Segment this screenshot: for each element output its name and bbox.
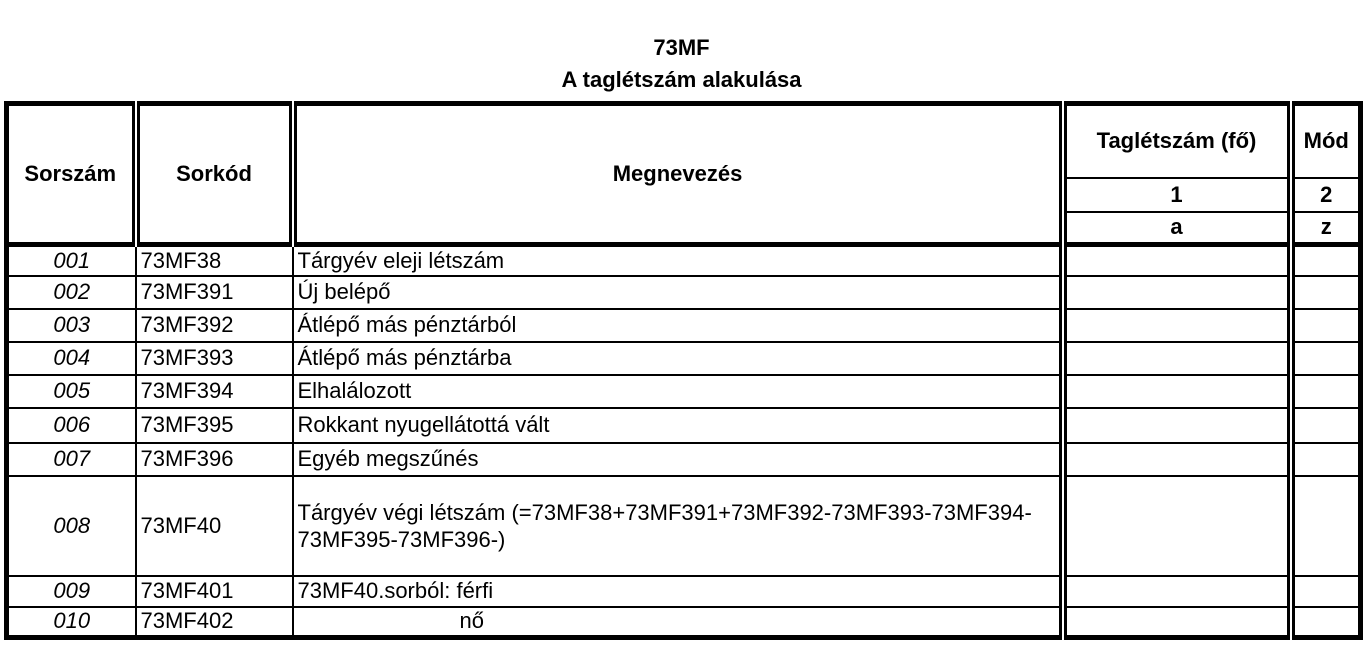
row-sorkod: 73MF394: [136, 375, 293, 408]
row-sorkod: 73MF40: [136, 476, 293, 576]
row-sorkod: 73MF402: [136, 607, 293, 638]
table-row: [7, 476, 1361, 576]
row-sorkod: 73MF401: [136, 576, 293, 607]
mod-input[interactable]: [1291, 443, 1361, 476]
row-sorkod: 73MF38: [136, 245, 293, 276]
row-megnevezes: Egyéb megszűnés: [293, 443, 1063, 476]
table-row: [7, 375, 1361, 408]
tagletszam-input[interactable]: [1063, 375, 1291, 408]
header-tagletszam-letter: a: [1063, 212, 1291, 245]
row-sorkod: 73MF392: [136, 309, 293, 342]
row-sorszam: 002: [7, 276, 136, 309]
row-sorszam: 001: [7, 245, 136, 276]
header-sorszam: Sorszám: [7, 104, 136, 245]
page-title: A taglétszám alakulása: [561, 67, 802, 92]
tagletszam-input[interactable]: [1063, 245, 1291, 276]
mod-input[interactable]: [1291, 408, 1361, 443]
row-sorszam: 009: [7, 576, 136, 607]
tagletszam-input[interactable]: [1063, 342, 1291, 375]
mod-input[interactable]: [1291, 476, 1361, 576]
row-sorkod: 73MF393: [136, 342, 293, 375]
table-row: [7, 443, 1361, 476]
form-code: 73MF: [653, 35, 710, 60]
header-mod: Mód: [1291, 104, 1361, 178]
tagletszam-input[interactable]: [1063, 276, 1291, 309]
tagletszam-input[interactable]: [1063, 476, 1291, 576]
row-sorszam: 008: [7, 476, 136, 576]
table-row: [7, 576, 1361, 607]
header-mod-letter: z: [1291, 212, 1361, 245]
tagletszam-input[interactable]: [1063, 607, 1291, 638]
header-sorkod: Sorkód: [136, 104, 293, 245]
row-megnevezes: Rokkant nyugellátottá vált: [293, 408, 1063, 443]
row-megnevezes: Tárgyév végi létszám (=73MF38+73MF391+73MF392-73MF393-73MF394-73MF395-73MF396-): [293, 476, 1063, 576]
header-tagletszam-num: 1: [1063, 178, 1291, 212]
row-sorszam: 010: [7, 607, 136, 638]
table-row: [7, 309, 1361, 342]
tagletszam-input[interactable]: [1063, 443, 1291, 476]
header-tagletszam: Taglétszám (fő): [1063, 104, 1291, 178]
row-sorszam: 007: [7, 443, 136, 476]
row-megnevezes: Tárgyév eleji létszám: [293, 245, 1063, 276]
row-sorszam: 006: [7, 408, 136, 443]
row-sorszam: 003: [7, 309, 136, 342]
membership-table: [4, 101, 1363, 640]
row-sorkod: 73MF396: [136, 443, 293, 476]
mod-input[interactable]: [1291, 309, 1361, 342]
mod-input[interactable]: [1291, 276, 1361, 309]
row-megnevezes: Elhalálozott: [293, 375, 1063, 408]
mod-input[interactable]: [1291, 245, 1361, 276]
mod-input[interactable]: [1291, 342, 1361, 375]
mod-input[interactable]: [1291, 607, 1361, 638]
tagletszam-input[interactable]: [1063, 576, 1291, 607]
row-megnevezes: 73MF40.sorból: férfi: [293, 576, 1063, 607]
tagletszam-input[interactable]: [1063, 309, 1291, 342]
table-row: [7, 342, 1361, 375]
row-megnevezes: Új belépő: [293, 276, 1063, 309]
table-row: [7, 276, 1361, 309]
mod-input[interactable]: [1291, 375, 1361, 408]
table-row: [7, 408, 1361, 443]
row-sorszam: 005: [7, 375, 136, 408]
row-megnevezes: Átlépő más pénztárból: [293, 309, 1063, 342]
row-sorkod: 73MF391: [136, 276, 293, 309]
row-sorszam: 004: [7, 342, 136, 375]
tagletszam-input[interactable]: [1063, 408, 1291, 443]
row-megnevezes: nő: [293, 607, 1063, 638]
row-sorkod: 73MF395: [136, 408, 293, 443]
table-row: [7, 607, 1361, 638]
header-megnevezes: Megnevezés: [293, 104, 1063, 245]
mod-input[interactable]: [1291, 576, 1361, 607]
table-row: [7, 245, 1361, 276]
header-mod-num: 2: [1291, 178, 1361, 212]
row-megnevezes: Átlépő más pénztárba: [293, 342, 1063, 375]
